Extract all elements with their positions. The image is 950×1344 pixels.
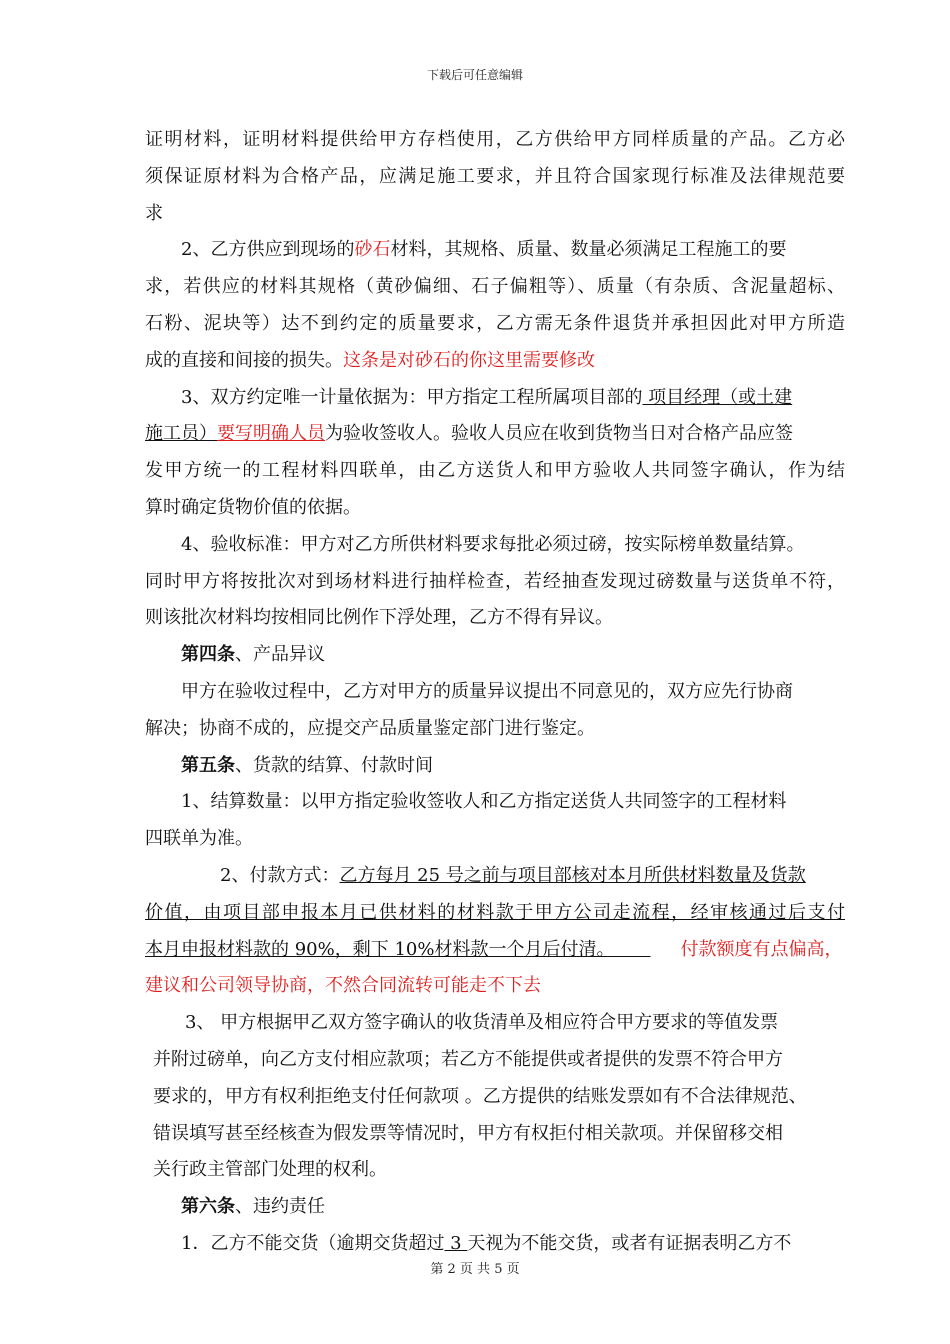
paragraph-line: 石粉、泥块等）达不到约定的质量要求，乙方需无条件退货并承担因此对甲方所造 bbox=[145, 312, 845, 334]
review-comment: 这条是对砂石的你这里需要修改 bbox=[343, 349, 595, 371]
text-run: 天视为不能交货，或者有证据表明乙方不 bbox=[467, 1232, 792, 1254]
article-4-heading bbox=[145, 637, 845, 674]
article-6-heading bbox=[145, 1189, 845, 1226]
text-run: 为验收签收人。验收人员应在收到货物当日对合格产品应签 bbox=[325, 423, 793, 445]
paragraph-line: 3、 甲方根据甲乙双方签字确认的收货清单及相应符合甲方要求的等值发票 bbox=[185, 1012, 779, 1034]
document-body bbox=[145, 122, 845, 1263]
paragraph-line: 算时确定货物价值的依据。 bbox=[145, 496, 361, 518]
underlined-text: 3 bbox=[444, 1232, 468, 1254]
paragraph-line: 须保证原材料为合格产品，应满足施工要求，并且符合国家现行标准及法律规范要 bbox=[145, 165, 845, 187]
text-run: 材料，其规格、质量、数量必须满足工程施工的要 bbox=[390, 239, 787, 261]
clause-3-line bbox=[145, 380, 845, 417]
article-number: 第五条 bbox=[181, 754, 235, 776]
paragraph-line: 证明材料，证明材料提供给甲方存档使用，乙方供给甲方同样质量的产品。乙方必 bbox=[145, 129, 845, 150]
clause-2-line bbox=[145, 232, 845, 269]
paragraph-line bbox=[145, 343, 845, 380]
page-footer: 第 2 页 共 5 页 bbox=[430, 1262, 520, 1277]
article-5-heading bbox=[145, 748, 845, 785]
paragraph-line: 四联单为准。 bbox=[145, 828, 253, 850]
review-comment: 要写明确人员 bbox=[217, 423, 325, 445]
text-run: 3、双方约定唯一计量依据为：甲方指定工程所属项目部的 bbox=[181, 386, 643, 408]
article-title: 、违约责任 bbox=[235, 1196, 325, 1218]
paragraph-line bbox=[145, 932, 845, 969]
paragraph-line: 发甲方统一的工程材料四联单，由乙方送货人和甲方验收人共同签字确认，作为结 bbox=[145, 460, 845, 482]
text-run: 1．乙方不能交货（逾期交货超过 bbox=[181, 1232, 445, 1254]
payment-clause-line bbox=[145, 858, 845, 895]
review-comment: 建议和公司领导协商，不然合同流转可能走不下去 bbox=[145, 975, 541, 997]
article-number: 第四条 bbox=[181, 644, 235, 666]
text-run: 2、付款方式： bbox=[220, 864, 340, 886]
paragraph-line: 则该批次材料均按相同比例作下浮处理，乙方不得有异议。 bbox=[145, 607, 613, 629]
paragraph-line: 要求的，甲方有权利拒绝支付任何款项 。乙方提供的结账发票如有不合法律规范、 bbox=[153, 1085, 807, 1107]
paragraph-line: 错误填写甚至经核查为假发票等情况时，甲方有权拒付相关款项。并保留移交相 bbox=[153, 1122, 783, 1144]
article-title: 、货款的结算、付款时间 bbox=[235, 754, 433, 776]
article-title: 、产品异议 bbox=[235, 644, 325, 666]
clause-4-line: 4、验收标准：甲方对乙方所供材料要求每批必须过磅，按实际榜单数量结算。 bbox=[181, 533, 805, 555]
text-run: 成的直接和间接的损失。 bbox=[145, 349, 343, 371]
underlined-text: 项目经理（或土建 bbox=[642, 386, 793, 408]
paragraph-line bbox=[145, 416, 845, 453]
text-run: 2、乙方供应到现场的 bbox=[181, 239, 355, 261]
paragraph-line: 并附过磅单，向乙方支付相应款项；若乙方不能提供或者提供的发票不符合甲方 bbox=[153, 1048, 783, 1070]
article-number: 第六条 bbox=[181, 1196, 235, 1218]
highlighted-term: 砂石 bbox=[354, 239, 391, 261]
underline-blank bbox=[614, 939, 650, 960]
paragraph-line: 求 bbox=[145, 202, 163, 224]
paragraph-line: 解决；协商不成的，应提交产品质量鉴定部门进行鉴定。 bbox=[145, 717, 595, 739]
page-header: 下载后可任意编辑 bbox=[426, 68, 523, 82]
paragraph-line: 1、结算数量：以甲方指定验收签收人和乙方指定送货人共同签字的工程材料 bbox=[181, 791, 787, 813]
paragraph-line: 同时甲方将按批次对到场材料进行抽样检查，若经抽查发现过磅数量与送货单不符， bbox=[145, 570, 845, 592]
underlined-text: 乙方每月 25 号之前与项目部核对本月所供材料数量及货款 bbox=[339, 864, 806, 886]
paragraph-line: 求，若供应的材料其规格（黄砂偏细、石子偏粗等）、质量（有杂质、含泥量超标、 bbox=[145, 276, 845, 298]
paragraph-line: 甲方在验收过程中，乙方对甲方的质量异议提出不同意见的，双方应先行协商 bbox=[181, 680, 793, 702]
paragraph-line: 关行政主管部门处理的权利。 bbox=[153, 1159, 387, 1181]
underlined-text: 施工员） bbox=[145, 423, 217, 445]
underlined-text: 本月申报材料款的 90%，剩下 10%材料款一个月后付清。 bbox=[145, 938, 615, 960]
review-comment: 付款额度有点偏高， bbox=[680, 938, 843, 960]
underlined-line: 价值，由项目部申报本月已供材料的材料款于甲方公司走流程，经审核通过后支付 bbox=[145, 901, 845, 923]
